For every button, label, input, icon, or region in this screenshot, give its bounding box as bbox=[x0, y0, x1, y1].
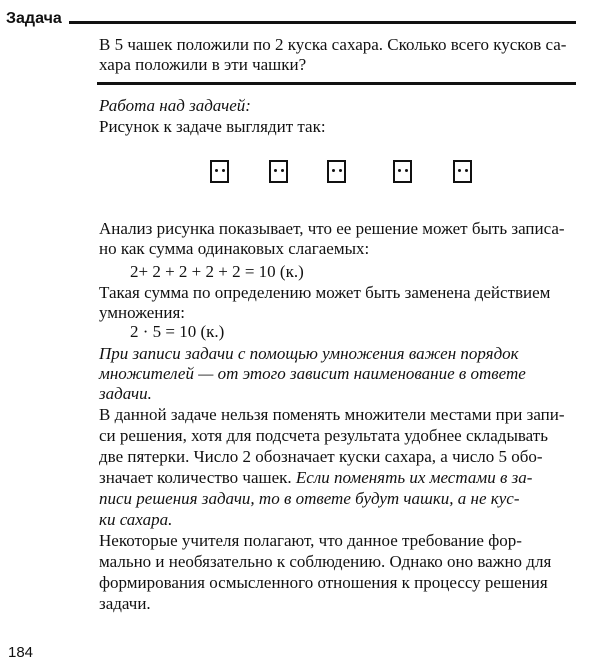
explanation-line-3: две пятерки. Число 2 обозначает куски сахара, а число 5 обо- bbox=[99, 447, 543, 466]
explanation-line-1: В данной задаче нельзя поменять множители местами при запи- bbox=[99, 405, 565, 424]
analysis-line-3: Такая сумма по определению может быть заменена действием bbox=[99, 283, 551, 302]
note-line-2: множителей — от этого зависит наименование в ответе bbox=[99, 364, 526, 383]
explanation-line-4-plain: значает количество чашек. bbox=[99, 468, 292, 487]
note-line-3: задачи. bbox=[99, 384, 152, 403]
cup-5 bbox=[453, 160, 472, 183]
problem-line-2: хара положили в эти чашки? bbox=[99, 55, 307, 74]
formula-sum: 2+ 2 + 2 + 2 + 2 = 10 (к.) bbox=[130, 262, 304, 281]
picture-intro: Рисунок к задаче выглядит так: bbox=[99, 117, 326, 136]
cup-2 bbox=[269, 160, 288, 183]
work-heading: Работа над задачей: bbox=[99, 96, 251, 115]
page-number: 184 bbox=[8, 644, 34, 661]
explanation-line-5: писи решения задачи, то в ответе будут чашки, а не кус- bbox=[99, 489, 520, 508]
analysis-line-2: но как сумма одинаковых слагаемых: bbox=[99, 239, 370, 258]
explanation-line-4 bbox=[99, 467, 532, 488]
analysis-line-1: Анализ рисунка показывает, что ее решение может быть записа- bbox=[99, 219, 565, 238]
analysis-line-4: умножения: bbox=[99, 303, 186, 322]
cup-1 bbox=[210, 160, 229, 183]
note-line-1: При записи задачи с помощью умножения важен порядок bbox=[99, 344, 519, 363]
problem-bottom-rule bbox=[97, 82, 576, 85]
formula-mult: 2 · 5 = 10 (к.) bbox=[130, 322, 225, 341]
cup-3 bbox=[327, 160, 346, 183]
conclusion-line-1: Некоторые учителя полагают, что данное требование фор- bbox=[99, 531, 522, 550]
conclusion-line-4: задачи. bbox=[99, 594, 151, 613]
conclusion-line-3: формирования осмысленного отношения к процессу решения bbox=[99, 573, 548, 592]
task-label: Задача bbox=[6, 10, 62, 27]
explanation-line-2: си решения, хотя для подсчета результата удобнее складывать bbox=[99, 426, 548, 445]
conclusion-line-2: мально и необязательно к соблюдению. Однако оно важно для bbox=[99, 552, 552, 571]
cup-4 bbox=[393, 160, 412, 183]
explanation-line-6: ки сахара. bbox=[99, 510, 173, 529]
problem-line-1: В 5 чашек положили по 2 куска сахара. Сколько всего кусков са- bbox=[99, 35, 567, 54]
explanation-line-4-italic: Если поменять их местами в за- bbox=[295, 468, 533, 487]
top-rule bbox=[69, 21, 576, 24]
